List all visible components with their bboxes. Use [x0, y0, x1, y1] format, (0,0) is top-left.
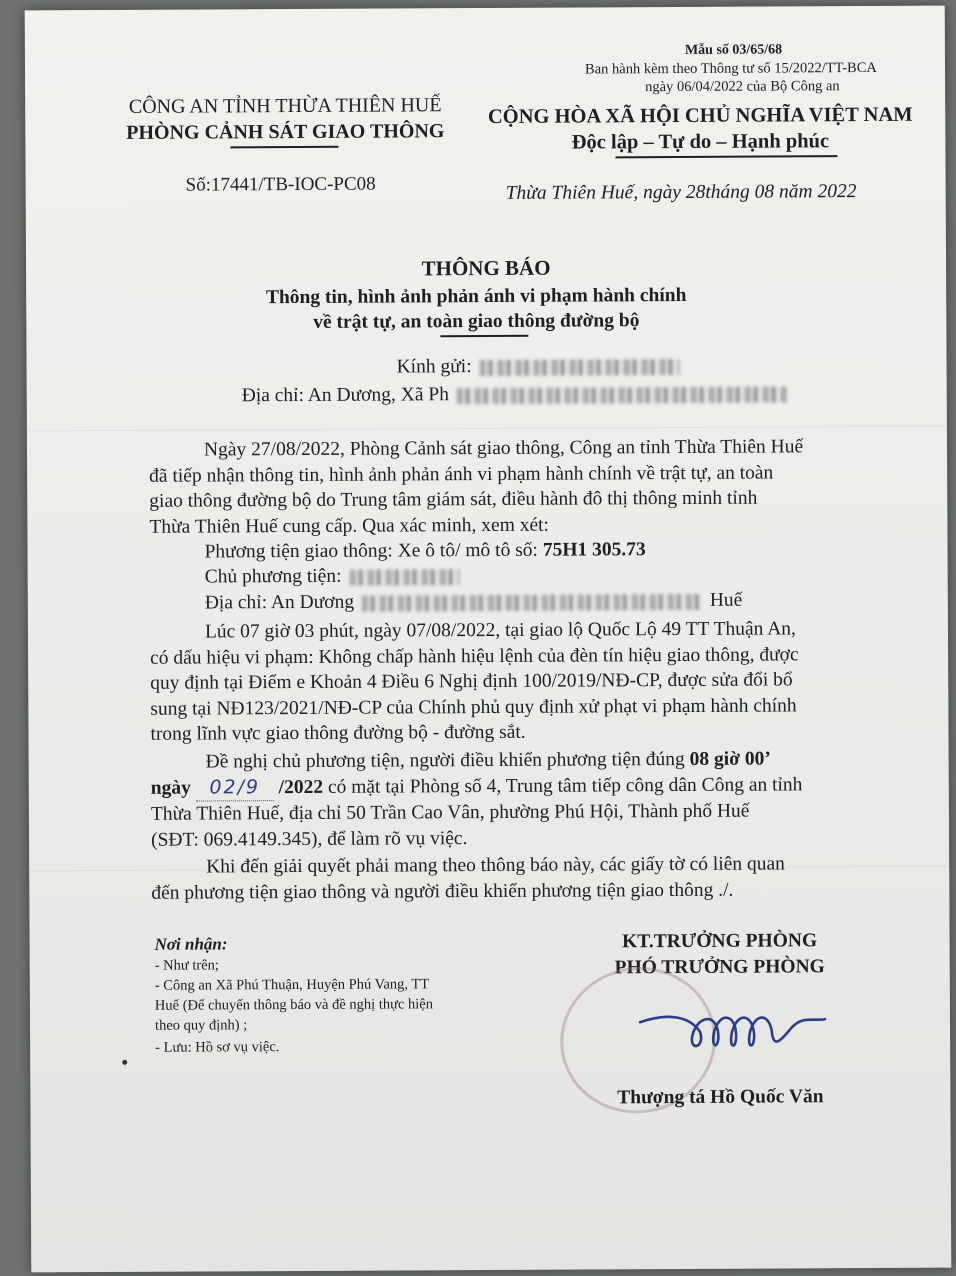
- redacted-owner-address: [362, 593, 702, 611]
- recipient-line: [397, 355, 683, 378]
- form-issued-line2: ngày 06/04/2022 của Bộ Công an: [645, 78, 840, 96]
- signatory-role-1: KT.TRƯỞNG PHÒNG: [622, 930, 818, 953]
- notice-heading: THÔNG BÁO: [421, 255, 551, 281]
- paragraph-intro: [149, 434, 896, 540]
- text-line: Lúc 07 giờ 03 phút, ngày 07/08/2022, tại giao lộ Quốc Lộ 49 TT Thuận An,: [204, 618, 796, 643]
- owner-address-line: [205, 590, 743, 615]
- owner-address-label: Địa chỉ: An Dương: [204, 591, 355, 614]
- text-line: [151, 771, 897, 801]
- summons-text: Đề nghị chủ phương tiện, người điều khiển phương tiện đúng: [205, 748, 685, 773]
- text-line: đã tiếp nhận thông tin, hình ảnh phản ánh vi phạm hành chính về trật tự, an toàn: [149, 462, 774, 487]
- notice-subtitle-1: Thông tin, hình ảnh phản ánh vi phạm hành chính: [265, 284, 687, 309]
- recipient-item: - Lưu: Hồ sơ vụ việc.: [155, 1039, 280, 1056]
- recipient-item: Huế (Để chuyển thông báo và đề nghị thực hiện: [154, 996, 434, 1014]
- redacted-recipient-name: [479, 359, 679, 376]
- text-line: giao thông đường bộ do Trung tâm giám sát, điều hành đô thị thông minh tỉnh: [149, 487, 758, 512]
- text-line: (SĐT: 069.4149.345), để làm rõ vụ việc.: [150, 827, 468, 851]
- document-page: [25, 6, 952, 1273]
- text-line: Thừa Thiên Huế cung cấp. Qua xác minh, xem xét:: [149, 514, 550, 538]
- document-number: Số:17441/TB-IOC-PC08: [185, 173, 376, 196]
- owner-line: [205, 565, 463, 588]
- summons-day-label: ngày: [150, 777, 191, 799]
- recipient-item: theo quy định) ;: [154, 1017, 248, 1034]
- agency-line2: PHÒNG CẢNH SÁT GIAO THÔNG: [126, 120, 445, 144]
- paragraph-summons: [151, 746, 898, 853]
- recipient-item: - Như trên;: [154, 957, 219, 974]
- paragraph-requirements: [151, 851, 897, 906]
- redacted-owner-name: [349, 569, 459, 586]
- signatory-role-2: PHÓ TRƯỞNG PHÒNG: [614, 956, 825, 979]
- recipient-address-line: [242, 382, 790, 407]
- text-line: [151, 746, 897, 775]
- ink-dot: [122, 1060, 127, 1065]
- nation-line1: CỘNG HÒA XÃ HỘI CHỦ NGHĨA VIỆT NAM: [487, 103, 913, 128]
- owner-address-tail: Huế: [709, 589, 743, 611]
- text-line: trong lĩnh vực giao thông đường bộ - đường sắt.: [150, 721, 526, 745]
- recipient-label: Kính gửi:: [396, 356, 472, 378]
- motto-underline: [615, 155, 837, 158]
- vehicle-label: Phương tiện giao thông: Xe ô tô/ mô tô số:: [204, 539, 539, 563]
- form-number: Mẫu số 03/65/68: [684, 42, 783, 58]
- handwritten-signature: [630, 991, 850, 1072]
- text-line: có dấu hiệu vi phạm: Không chấp hành hiệu lệnh của đèn tín hiệu giao thông, được: [150, 643, 799, 669]
- vehicle-line: [204, 539, 645, 563]
- recipients-label: Nơi nhận:: [154, 934, 228, 954]
- summons-year: /2022: [278, 776, 324, 798]
- signatory-name: Thượng tá Hồ Quốc Văn: [617, 1086, 824, 1109]
- text-line: Thừa Thiên Huế, địa chỉ 50 Trần Cao Vân, phường Phú Hội, Thành phố Huế: [150, 800, 750, 825]
- agency-underline: [230, 146, 338, 148]
- agency-line1: CÔNG AN TỈNH THỪA THIÊN HUẾ: [128, 94, 442, 118]
- summons-time: 08 giờ 00’: [689, 748, 771, 770]
- recipient-item: - Công an Xã Phú Thuận, Huyện Phú Vang, TT: [154, 976, 430, 994]
- text-line: quy định tại Điểm e Khoản 4 Điều 6 Nghị định 100/2019/NĐ-CP, được sửa đổi bổ: [150, 669, 793, 694]
- vehicle-plate: 75H1 305.73: [542, 539, 646, 561]
- place-date: Thừa Thiên Huế, ngày 28tháng 08 năm 2022: [505, 181, 857, 204]
- text-line: sung tại NĐ123/2021/NĐ-CP của Chính phủ quy định xử phạt vi phạm hành chính: [150, 694, 797, 720]
- notice-subtitle-2: về trật tự, an toàn giao thông đường bộ: [313, 310, 640, 333]
- handwritten-date: 02/9: [196, 775, 274, 802]
- text-line: Ngày 27/08/2022, Phòng Cảnh sát giao thông, Công an tỉnh Thừa Thiên Huế: [203, 436, 804, 461]
- text-line: đến phương tiện giao thông và người điều khiển phương tiện giao thông ./.: [151, 879, 734, 904]
- paragraph-violation: [150, 616, 897, 747]
- owner-label: Chủ phương tiện:: [204, 565, 342, 588]
- text-line: Khi đến giải quyết phải mang theo thông báo này, các giấy tờ có liên quan: [206, 853, 785, 878]
- summons-location: có mặt tại Phòng số 4, Trung tâm tiếp công dân Công an tỉnh: [327, 773, 803, 798]
- form-issued-line1: Ban hành kèm theo Thông tư số 15/2022/TT-BCA: [584, 59, 877, 78]
- paper-fold: [27, 426, 947, 432]
- recipient-address-label: Địa chỉ: An Dương, Xã Ph: [241, 384, 449, 407]
- redacted-recipient-address: [457, 386, 787, 404]
- nation-motto: Độc lập – Tự do – Hạnh phúc: [571, 130, 830, 154]
- title-underline: [440, 335, 528, 337]
